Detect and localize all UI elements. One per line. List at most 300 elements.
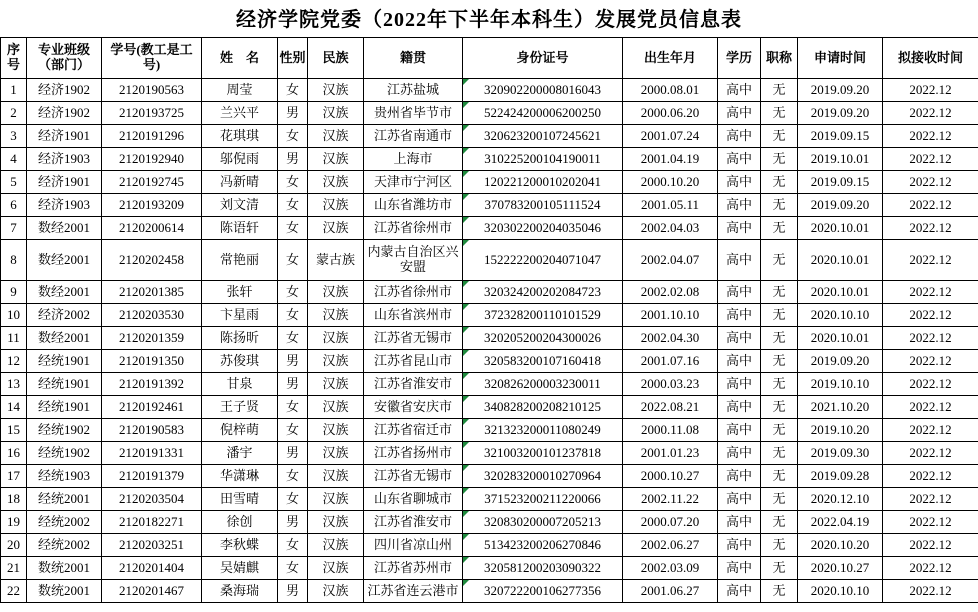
column-header: 出生年月 [623,38,718,79]
cell: 经济1902 [27,102,102,125]
cell: 320623200107245621 [463,125,623,148]
cell: 2022.12 [883,442,978,465]
cell: 2022.12 [883,465,978,488]
cell: 卞星雨 [202,304,278,327]
cell: 2020.10.01 [798,327,883,350]
cell: 高中 [718,396,761,419]
cell: 20 [1,534,27,557]
cell: 5 [1,171,27,194]
cell: 汉族 [308,327,364,350]
cell: 汉族 [308,125,364,148]
cell: 汉族 [308,580,364,603]
green-triangle-indicator [463,240,469,246]
cell: 2 [1,102,27,125]
cell: 9 [1,281,27,304]
table-row [1,171,978,194]
cell: 张轩 [202,281,278,304]
member-info-table [0,37,978,603]
cell: 高中 [718,419,761,442]
cell: 2022.12 [883,171,978,194]
cell: 经统1902 [27,442,102,465]
cell: 2001.10.10 [623,304,718,327]
cell: 1 [1,79,27,102]
cell: 2020.12.10 [798,488,883,511]
cell: 经济1902 [27,79,102,102]
cell: 2019.10.20 [798,419,883,442]
cell: 江苏省苏州市 [364,557,463,580]
cell: 2120191350 [102,350,202,373]
table-row [1,465,978,488]
cell: 2120202458 [102,240,202,281]
cell: 2120191331 [102,442,202,465]
green-triangle-indicator [463,511,469,517]
cell: 2120190583 [102,419,202,442]
cell: 经统1903 [27,465,102,488]
cell: 女 [278,217,308,240]
cell: 2022.12 [883,396,978,419]
cell: 320205200204300026 [463,327,623,350]
cell: 2001.06.27 [623,580,718,603]
cell: 513423200206270846 [463,534,623,557]
cell: 无 [761,419,798,442]
cell: 2019.09.28 [798,465,883,488]
cell: 经统2001 [27,488,102,511]
cell: 2021.10.20 [798,396,883,419]
cell: 2022.12 [883,194,978,217]
cell: 江苏省无锡市 [364,465,463,488]
cell: 女 [278,240,308,281]
cell: 2120191296 [102,125,202,148]
cell: 汉族 [308,373,364,396]
cell: 汉族 [308,281,364,304]
green-triangle-indicator [463,373,469,379]
table-row [1,240,978,281]
cell: 2022.12 [883,217,978,240]
cell: 经济1903 [27,148,102,171]
cell: 2120190563 [102,79,202,102]
cell: 2020.10.20 [798,534,883,557]
cell: 汉族 [308,442,364,465]
column-header: 申请时间 [798,38,883,79]
table-row [1,194,978,217]
cell: 2022.12 [883,419,978,442]
cell: 江苏省淮安市 [364,511,463,534]
cell: 高中 [718,557,761,580]
cell: 吴婧麒 [202,557,278,580]
cell: 汉族 [308,488,364,511]
cell: 女 [278,171,308,194]
cell: 经统1902 [27,419,102,442]
cell: 男 [278,350,308,373]
cell: 2120200614 [102,217,202,240]
cell: 2022.12 [883,102,978,125]
cell: 上海市 [364,148,463,171]
cell: 无 [761,148,798,171]
cell: 无 [761,350,798,373]
cell: 2120191392 [102,373,202,396]
cell: 2022.12 [883,148,978,171]
cell: 女 [278,396,308,419]
cell: 花琪琪 [202,125,278,148]
cell: 2001.07.16 [623,350,718,373]
cell: 汉族 [308,534,364,557]
table-row [1,79,978,102]
cell: 无 [761,171,798,194]
cell: 2120201385 [102,281,202,304]
cell: 田雪晴 [202,488,278,511]
cell: 10 [1,304,27,327]
green-triangle-indicator [463,396,469,402]
cell: 陈扬昕 [202,327,278,350]
cell: 19 [1,511,27,534]
column-header: 专业班级（部门） [27,38,102,79]
cell: 无 [761,102,798,125]
cell: 江苏省徐州市 [364,217,463,240]
cell: 22 [1,580,27,603]
green-triangle-indicator [463,442,469,448]
cell: 2019.09.20 [798,79,883,102]
green-triangle-indicator [463,350,469,356]
cell: 2120192940 [102,148,202,171]
green-triangle-indicator [463,465,469,471]
table-row [1,419,978,442]
cell: 数经2001 [27,240,102,281]
cell: 汉族 [308,557,364,580]
cell: 无 [761,79,798,102]
cell: 经济1903 [27,194,102,217]
cell: 无 [761,194,798,217]
cell: 2020.10.01 [798,281,883,304]
cell: 2019.10.01 [798,148,883,171]
cell: 李秋蝶 [202,534,278,557]
table-row [1,511,978,534]
cell: 甘泉 [202,373,278,396]
cell: 2120191379 [102,465,202,488]
cell: 江苏省扬州市 [364,442,463,465]
cell: 江苏省宿迁市 [364,419,463,442]
cell: 无 [761,511,798,534]
cell: 2120201404 [102,557,202,580]
cell: 320902200008016043 [463,79,623,102]
cell: 2019.09.15 [798,171,883,194]
page-title: 经济学院党委（2022年下半年本科生）发展党员信息表 [236,9,742,31]
cell: 340828200208210125 [463,396,623,419]
cell: 汉族 [308,102,364,125]
cell: 男 [278,442,308,465]
cell: 无 [761,534,798,557]
cell: 女 [278,419,308,442]
cell: 数经2001 [27,281,102,304]
cell: 无 [761,281,798,304]
cell: 王子贤 [202,396,278,419]
cell: 江苏省无锡市 [364,327,463,350]
table-row [1,102,978,125]
green-triangle-indicator [463,125,469,131]
cell: 320722200106277356 [463,580,623,603]
cell: 无 [761,304,798,327]
table-row [1,534,978,557]
cell: 冯新晴 [202,171,278,194]
table-row [1,217,978,240]
cell: 汉族 [308,148,364,171]
cell: 2000.10.27 [623,465,718,488]
green-triangle-indicator [463,281,469,287]
cell: 邬倪雨 [202,148,278,171]
cell: 无 [761,217,798,240]
cell: 2002.02.08 [623,281,718,304]
cell: 2022.12 [883,350,978,373]
cell: 数经2001 [27,217,102,240]
cell: 高中 [718,442,761,465]
cell: 经济1901 [27,171,102,194]
cell: 2019.09.30 [798,442,883,465]
cell: 徐创 [202,511,278,534]
cell: 2022.04.19 [798,511,883,534]
cell: 2022.12 [883,125,978,148]
cell: 女 [278,304,308,327]
cell: 2120182271 [102,511,202,534]
cell: 2120203251 [102,534,202,557]
cell: 高中 [718,511,761,534]
cell: 2022.12 [883,79,978,102]
cell: 高中 [718,125,761,148]
cell: 无 [761,373,798,396]
cell: 山东省潍坊市 [364,194,463,217]
cell: 14 [1,396,27,419]
cell: 经统1901 [27,350,102,373]
cell: 男 [278,102,308,125]
cell: 江苏省昆山市 [364,350,463,373]
cell: 2022.12 [883,373,978,396]
cell: 120221200010202041 [463,171,623,194]
cell: 数统2001 [27,557,102,580]
cell: 周莹 [202,79,278,102]
cell: 4 [1,148,27,171]
table-row [1,327,978,350]
cell: 2020.10.10 [798,304,883,327]
cell: 无 [761,580,798,603]
cell: 16 [1,442,27,465]
cell: 高中 [718,194,761,217]
cell: 女 [278,488,308,511]
cell: 321003200101237818 [463,442,623,465]
cell: 高中 [718,240,761,281]
cell: 倪梓萌 [202,419,278,442]
cell: 男 [278,148,308,171]
green-triangle-indicator [463,171,469,177]
cell: 女 [278,194,308,217]
cell: 华潇琳 [202,465,278,488]
cell: 13 [1,373,27,396]
cell: 21 [1,557,27,580]
green-triangle-indicator [463,419,469,425]
cell: 数统2001 [27,580,102,603]
cell: 8 [1,240,27,281]
table-row [1,488,978,511]
cell: 2019.09.20 [798,102,883,125]
cell: 320302200204035046 [463,217,623,240]
cell: 山东省滨州市 [364,304,463,327]
cell: 2019.09.20 [798,350,883,373]
cell: 320826200003230011 [463,373,623,396]
cell: 320581200203090322 [463,557,623,580]
cell: 高中 [718,534,761,557]
cell: 2120192461 [102,396,202,419]
cell: 女 [278,327,308,350]
cell: 152222200204071047 [463,240,623,281]
column-header: 拟接收时间 [883,38,978,79]
column-header: 职称 [761,38,798,79]
cell: 11 [1,327,27,350]
cell: 女 [278,465,308,488]
cell: 2019.10.10 [798,373,883,396]
cell: 无 [761,125,798,148]
cell: 经济2002 [27,304,102,327]
cell: 3 [1,125,27,148]
cell: 无 [761,465,798,488]
cell: 无 [761,327,798,350]
cell: 无 [761,557,798,580]
cell: 汉族 [308,304,364,327]
table-row [1,442,978,465]
cell: 汉族 [308,511,364,534]
cell: 经统1901 [27,396,102,419]
table-row [1,350,978,373]
green-triangle-indicator [463,304,469,310]
table-row [1,281,978,304]
cell: 无 [761,442,798,465]
cell: 2120193725 [102,102,202,125]
cell: 汉族 [308,171,364,194]
column-header: 籍贯 [364,38,463,79]
cell: 经统2002 [27,534,102,557]
cell: 320583200107160418 [463,350,623,373]
cell: 无 [761,488,798,511]
cell: 2002.04.07 [623,240,718,281]
cell: 2022.12 [883,511,978,534]
cell: 女 [278,125,308,148]
cell: 2120192745 [102,171,202,194]
cell: 2001.05.11 [623,194,718,217]
cell: 江苏盐城 [364,79,463,102]
cell: 2120203530 [102,304,202,327]
cell: 江苏省连云港市 [364,580,463,603]
cell: 汉族 [308,79,364,102]
cell: 汉族 [308,194,364,217]
cell: 2120193209 [102,194,202,217]
green-triangle-indicator [463,534,469,540]
cell: 贵州省毕节市 [364,102,463,125]
cell: 汉族 [308,217,364,240]
header-row [1,38,978,79]
cell: 高中 [718,217,761,240]
cell: 320324200202084723 [463,281,623,304]
cell: 15 [1,419,27,442]
cell: 2022.12 [883,534,978,557]
cell: 2000.08.01 [623,79,718,102]
cell: 2000.03.23 [623,373,718,396]
cell: 2022.12 [883,304,978,327]
cell: 常艳丽 [202,240,278,281]
cell: 2022.08.21 [623,396,718,419]
cell: 经统1901 [27,373,102,396]
cell: 320283200010270964 [463,465,623,488]
cell: 2019.09.20 [798,194,883,217]
cell: 2002.04.03 [623,217,718,240]
cell: 17 [1,465,27,488]
cell: 高中 [718,465,761,488]
cell: 310225200104190011 [463,148,623,171]
cell: 高中 [718,148,761,171]
table-row [1,125,978,148]
green-triangle-indicator [463,194,469,200]
cell: 高中 [718,102,761,125]
cell: 2120201359 [102,327,202,350]
cell: 高中 [718,350,761,373]
cell: 2000.10.20 [623,171,718,194]
cell: 数经2001 [27,327,102,350]
cell: 江苏省淮安市 [364,373,463,396]
cell: 无 [761,396,798,419]
cell: 2120201467 [102,580,202,603]
green-triangle-indicator [463,327,469,333]
cell: 蒙古族 [308,240,364,281]
cell: 无 [761,240,798,281]
cell: 男 [278,511,308,534]
cell: 刘文清 [202,194,278,217]
cell: 经济1901 [27,125,102,148]
table-row [1,148,978,171]
cell: 12 [1,350,27,373]
table-row [1,304,978,327]
green-triangle-indicator [463,217,469,223]
cell: 汉族 [308,396,364,419]
green-triangle-indicator [463,488,469,494]
column-header: 学号(教工是工号) [102,38,202,79]
cell: 2022.12 [883,488,978,511]
cell: 2002.06.27 [623,534,718,557]
green-triangle-indicator [463,148,469,154]
cell: 天津市宁河区 [364,171,463,194]
cell: 2001.07.24 [623,125,718,148]
cell: 2000.06.20 [623,102,718,125]
table-row [1,396,978,419]
cell: 桑海瑞 [202,580,278,603]
cell: 2002.11.22 [623,488,718,511]
cell: 男 [278,580,308,603]
cell: 2120203504 [102,488,202,511]
cell: 高中 [718,580,761,603]
green-triangle-indicator [463,79,469,85]
column-header: 学历 [718,38,761,79]
cell: 经统2002 [27,511,102,534]
cell: 2001.04.19 [623,148,718,171]
column-header: 民族 [308,38,364,79]
cell: 2022.12 [883,580,978,603]
column-header: 身份证号 [463,38,623,79]
cell: 安徽省安庆市 [364,396,463,419]
cell: 522424200006200250 [463,102,623,125]
cell: 7 [1,217,27,240]
cell: 320830200007205213 [463,511,623,534]
cell: 女 [278,281,308,304]
cell: 2022.12 [883,557,978,580]
cell: 女 [278,557,308,580]
cell: 汉族 [308,419,364,442]
cell: 汉族 [308,350,364,373]
cell: 2022.12 [883,240,978,281]
column-header: 性别 [278,38,308,79]
